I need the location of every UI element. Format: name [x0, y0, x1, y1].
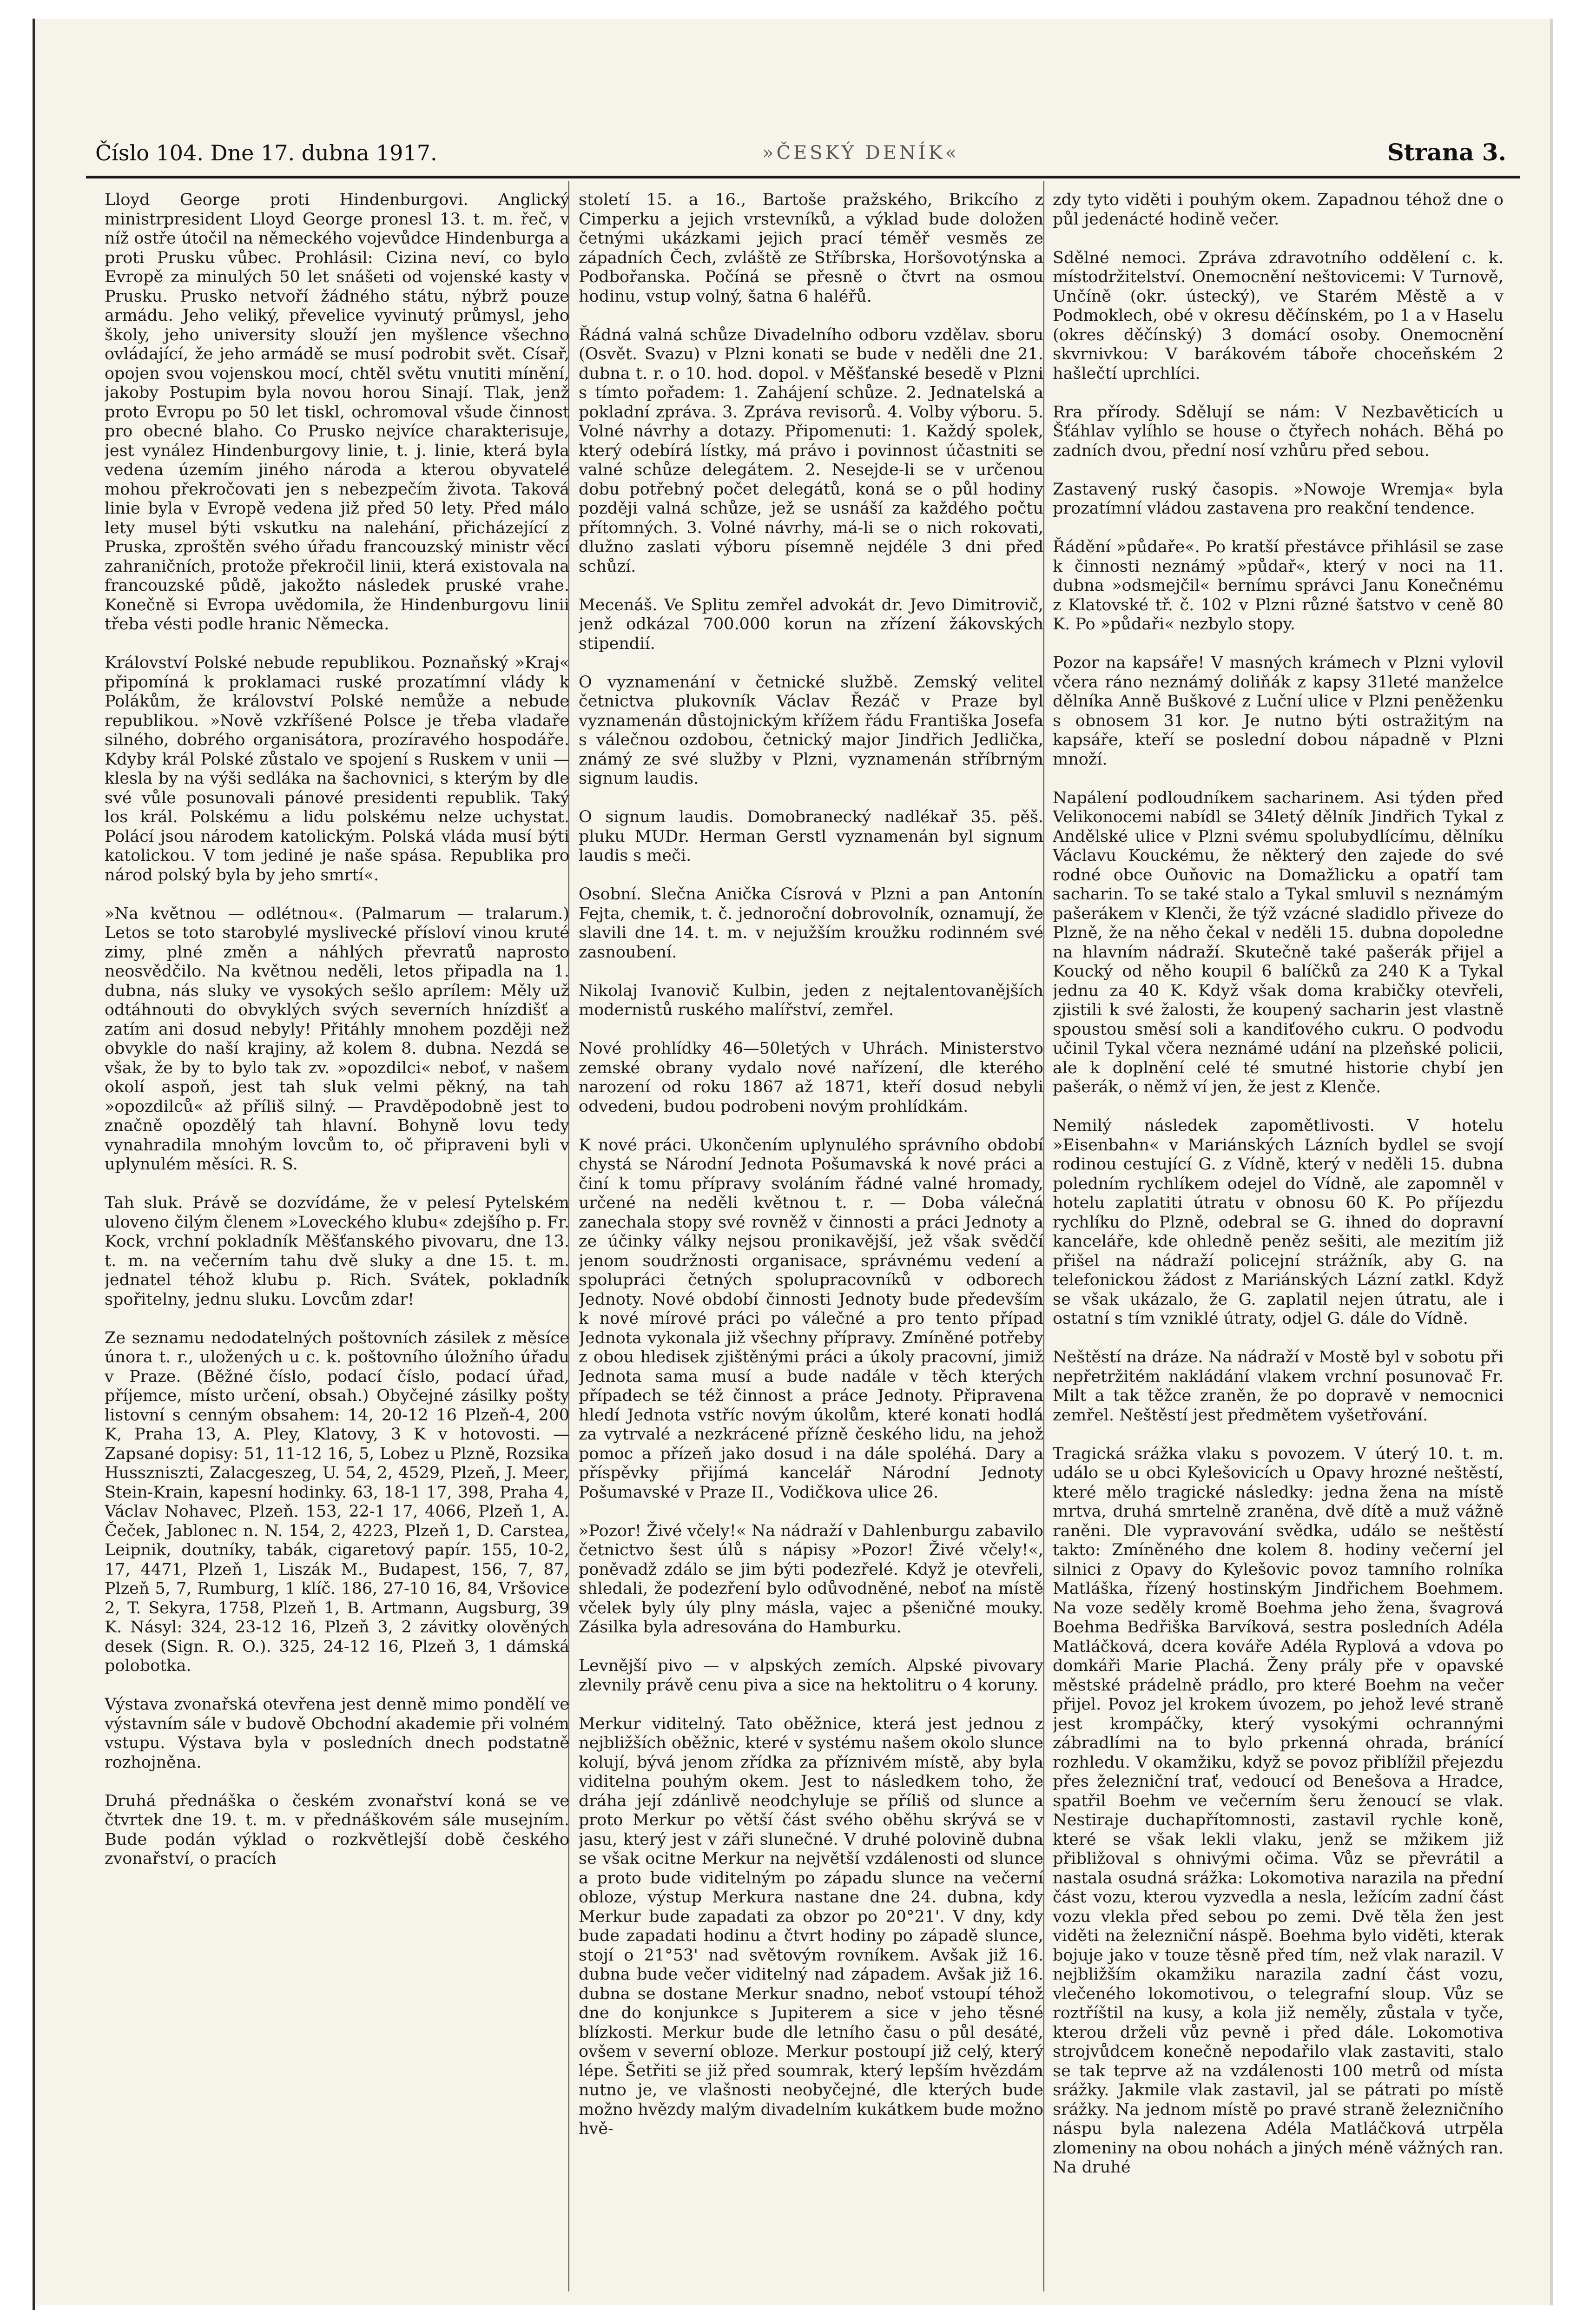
- page-edge-shadow: [1550, 19, 1553, 2310]
- header-rule: [86, 176, 1520, 178]
- page-header: [95, 135, 1525, 171]
- page-number: Strana 3.: [1387, 139, 1506, 166]
- column-2-text: století 15. a 16., Bartoše pražského, Brikcího z Cimperku a jejich vrstevníků, a výklad bude doložen četnými ukázkami jejich prací téměř vesměs ze západních Čech, zvláště ze Stříbrska, Horšovotýnska a Podbořanska. Počíná se přesně o čtvrt na osmou hodinu, vstup volný, šatna 6 haléřů. Řádná valná schůze Divadelního odboru vzdělav. sboru (Osvět. Svazu) v Plzni konati se bude v neděli dne 21. dubna t. r. o 10. hod. dopol. v Měšťanské besedě v Plzni s tímto pořadem: 1. Zahájení schůze. 2. Jednatelská a pokladní zpráva. 3. Zpráva revisorů. 4. Volby výboru. 5. Volné návrhy a dotazy. Připomenuti: 1. Každý spolek, který odebírá lístky, má právo i povinnost účastniti se valné schůze delegátem. 2. Nesejde-li se v určenou dobu potřebný počet delegátů, koná se o půl hodiny později valná schůze, jež se usnáší za každého počtu přítomných. 3. Volné návrhy, má-li se o nich rokovati, dlužno zaslati výboru písemně nejdéle 3 dni před schůzí. Mecenáš. Ve Splitu zemřel advokát dr. Jevo Dimitrovič, jenž odkázal 700.000 korun na zřízení žákovských stipendií. O vyznamenání v četnické službě. Zemský velitel četnictva plukovník Václav Řezáč v Praze byl vyznamenán důstojnickým křížem řádu Františka Josefa s válečnou ozdobou, četnický major Jindřich Jedlička, známý ze své služby v Plzni, vyznamenán stříbrným signum laudis. O signum laudis. Domobranecký nadlékař 35. pěš. pluku MUDr. Herman Gerstl vyznamenán byl signum laudis s meči. Osobní. Slečna Anička Císrová v Plzni a pan Antonín Fejta, chemik, t. č. jednoroční dobrovolník, oznamují, že slavili dne 14. t. m. v nejužším kroužku rodinném své zasnoubení. Nikolaj Ivanovič Kulbin, jeden z nejtalentovanějších modernistů ruského malířství, zemřel. Nové prohlídky 46—50letých v Uhrách. Ministerstvo zemské obrany vydalo nové nařízení, dle kterého narození od roku 1867 až 1871, kteří dosud nebyli odvedeni, budou podrobeni novým prohlídkám. K nové práci. Ukončením uplynulého správního období chystá se Národní Jednota Pošumavská k nové práci a činí k tomu přípravy svoláním řádné valné hromady, určené na neděli květnou t. r. — Doba válečná zanechala stopy své rovněž v činnosti a práci Jednoty a ze účinky války nejsou pronikavější, jež však svědčí jenom soudržnosti organisace, správnému vedení a spolupráci četných spolupracovníků v odborech Jednoty. Nové období činnosti Jednoty bude především k nové mírové práci po válečné a pro tento případ Jednota vykonala již všechny přípravy. Zmíněné potřeby z obou hledisek zjištěnými práci a úkoly pracovní, jimiž Jednota sama musí a bude nadále v těch kterých případech se též činnost a práce Jednoty. Připravena hledí Jednota vstříc novým úkolům, které konati hodlá za vytrvalé a nezkrácené přízně českého lidu, na jehož pomoc a přízeň jako dosud i na dále spoléhá. Dary a příspěvky přijímá kancelář Národní Jednoty Pošumavské v Praze II., Vodičkova ulice 26. »Pozor! Živé včely!« Na nádraží v Dahlenburgu zabavilo četnictvo šest úlů s nápisy »Pozor! Živé včely!«, poněvadž zdálo se jim býti podezřelé. Když je otevřeli, shledali, že podezření bylo odůvodněné, neboť na místě včelek byly úly plny másla, vajec a pšeničné mouky. Zásilka byla adresována do Hamburku. Levnější pivo — v alpských zemích. Alpské pivovary zlevnily právě cenu piva a sice na hektolitru o 4 koruny. Merkur viditelný. Tato oběžnice, která jest jednou z nejbližších oběžnic, které v systému našem okolo slunce kolují, bývá jenom zřídka za příznivém místě, aby byla viditelna pouhým okem. Jest to následkem toho, že dráha její zdánlivě neodchyluje se příliš od slunce a proto Merkur po větší část svého oběhu skrývá se v jasu, který jest v záři slunečné. V druhé polovině dubna se však ocitne Merkur na největší vzdálenosti od slunce a proto bude viditelným po západu slunce na večerní obloze, výstup Merkura nastane dne 24. dubna, kdy Merkur bude zapadati za obzor po 20°21'. V dny, kdy bude zapadati hodinu a čtvrt hodiny po západě slunce, stojí o 21°53' nad světovým rovníkem. Avšak již 16. dubna bude večer viditelný nad západem. Avšak již 16. dubna se dostane Merkur snadno, neboť vstoupí téhož dne do konjunkce s Jupiterem a sice v jeho těsné blízkosti. Merkur bude dle letního času o půl desáté, ovšem v severní obloze. Merkur postoupí již celý, který lépe. Šetřiti se již před soumrak, který lepším hvězdám nutno je, ve vlašnosti neobyčejné, dle kterých bude možno hvězdy malým divadelním kukátkem bude možno hvě-: [579, 191, 1043, 2138]
- newspaper-page: [33, 19, 1553, 2310]
- newspaper-title: »ČESKÝ DENÍK«: [762, 142, 960, 164]
- column-3: [1053, 191, 1504, 2291]
- column-1-text: Lloyd George proti Hindenburgovi. Anglický ministrpresident Lloyd George pronesl 13. t. m. řeč, v níž ostře útočil na německého vojevůdce Hindenburga a proti Prusku vůbec. Prohlásil: Cizina neví, co bylo Evropě za minulých 50 let snášeti od vojenské kasty v Prusku. Prusko netvoří žádného státu, nýbrž pouze armádu. Jeho veliký, převelice vyvinutý průmysl, jeho školy, jeho university slouží jen myšlence všechno ovládající, že jeho armádě se musí podrobit svět. Císař, opojen svou vojenskou mocí, chtěl světu vnutiti mínění, jakoby Postupim byla novou horou Sinají. Tlak, jenž proto Evropu po 50 let tiskl, ochromoval všude činnost pro obecné blaho. Co Prusko nejvíce charakterisuje, jest vynález Hindenburgovy linie, t. j. linie, která byla vedena územím jiného národa a kterou obyvatelé mohou překročovati jen s nebezpečím života. Taková linie byla v Evropě vedena již před 50 lety. Před málo lety musel býti vskutku na nalehání, přicházející z Pruska, zproštěn svého úřadu francouzský ministr věcí zahraničních, protože překročil linii, která existovala na francouzské půdě, jakožto následek pruské vrahe. Konečně si Evropa uvědomila, že Hindenburgovu linii třeba vésti podle hranic Německa. Království Polské nebude republikou. Poznaňský »Kraj« připomíná k proklamaci ruské prozatímní vlády k Polákům, že království Polské nemůže a nebude republikou. »Nově vzkříšené Polsce je třeba vladaře silného, dobrého organisátora, prozíravého hospodáře. Kdyby král Polské zůstalo ve spojení s Ruskem v unii — klesla by na výši sedláka na šachovnici, s kterým by dle své vůle posunovali pánové presidenti republik. Taký los král. Polskému a lidu polskému nelze uchystat. Polácí jsou národem katolickým. Polská vláda musí býti katolickou. V tom jediné je naše spása. Republika pro národ polský byla by jeho smrtí«. »Na květnou — odlétnou«. (Palmarum — tralarum.) Letos se toto starobylé myslivecké přísloví vinou kruté zimy, plné změn a náhlých převratů naprosto neosvědčilo. Na květnou neděli, letos připadla na 1. dubna, nás sluky ve vysokých sešlo aprílem: Měly už odtáhnouti do obvyklých svých severních hnízdišť a zatím ani dosud nebyly! Přitáhly mnohem později než obvykle do naší krajiny, až kolem 8. dubna. Nezdá se však, že by to bylo tak zv. »opozdilci« neboť, v našem okolí aspoň, jest tah sluk velmi pěkný, na tah »opozdilců« až příliš silný. — Pravděpodobně jest to značně opozdělý tah hlavní. Bohyně lovu tedy vynahradila mnohým lovcům to, oč připraveni byli v uplynulém měsíci. R. S. Tah sluk. Právě se dozvídáme, že v pelesí Pytelském uloveno čilým členem »Loveckého klubu« zdejšího p. Fr. Kock, vrchní pokladník Měšťanského pivovaru, dne 13. t. m. na večerním tahu dvě sluky a dne 15. t. m. jednatel téhož klubu p. Rich. Svátek, pokladník spořitelny, jednu sluku. Lovcům zdar! Ze seznamu nedodatelných poštovních zásilek z měsíce února t. r., uložených u c. k. poštovního úložního úřadu v Praze. (Běžné číslo, podací číslo, podací úřad, příjemce, místo určení, obsah.) Obyčejné zásilky pošty listovní s cenným obsahem: 14, 20-12 16 Plzeň-4, 200 K, Praha 13, A. Pley, Klatovy, 3 K v hotovosti. — Zapsané dopisy: 51, 11-12 16, 5, Lobez u Plzně, Rozsika Husszniszti, Zalacgeszeg, U. 54, 2, 4529, Plzeň, J. Meer, Stein-Krain, kapesní hodinky. 63, 18-1 17, 398, Praha 4, Václav Nohavec, Plzeň. 153, 22-1 17, 4066, Plzeň 1, A. Čeček, Jablonec n. N. 154, 2, 4223, Plzeň 1, D. Carstea, Leipnik, doutníky, tabák, cigaretový papír. 155, 10-2, 17, 4471, Plzeň 1, Liszák M., Budapest, 156, 7, 87, Plzeň 5, 7, Rumburg, 1 klíč. 186, 27-10 16, 84, Vršovice 2, T. Sekyra, 1758, Plzeň 1, B. Artmann, Augsburg, 39 K. Násyl: 324, 23-12 16, Plzeň 3, 2 závitky olověných desek (Sign. R. O.). 325, 24-12 16, Plzeň 3, 1 dámská polobotka. Výstava zvonařská otevřena jest denně mimo pondělí ve výstavním sále v budově Obchodní akademie při volném vstupu. Výstava byla v posledních dnech podstatně rozhojněna. Druhá přednáška o českém zvonařství koná se ve čtvrtek dne 19. t. m. v přednáškovém sále musejním. Bude podán výklad o rozkvětlejší době českého zvonařství, o pracích: [105, 191, 569, 1868]
- column-1: [105, 191, 569, 2291]
- column-3-text: zdy tyto viděti i pouhým okem. Zapadnou téhož dne o půl jedenácté hodině večer. Sdělné nemoci. Zpráva zdravotního oddělení c. k. místodržitelství. Onemocnění neštovicemi: V Turnově, Unčíně (okr. ústecký), ve Starém Městě a v Podmoklech, obé v okresu děčínském, po 1 a v Haselu (okres děčínský) 3 domácí osoby. Onemocnění skvrnivkou: V barákovém táboře choceňském 2 hašlečtí uprchlíci. Rra přírody. Sdělují se nám: V Nezbavěticích u Šťáhlav vylíhlo se house o čtyřech nohách. Běhá po zadních dvou, přední nosí vzhůru před sebou. Zastavený ruský časopis. »Nowoje Wremja« byla prozatímní vládou zastavena pro reakční tendence. Řádění »půdaře«. Po kratší přestávce přihlásil se zase k činnosti neznámý »půdař«, který v noci na 11. dubna »odsmejčil« bernímu správci Janu Konečnému z Klatovské tř. č. 102 v Plzni různé šatstvo v ceně 80 K. Po »půdaři« nezbylo stopy. Pozor na kapsáře! V masných krámech v Plzni vylovil včera ráno neznámý doliňák z kapsy 31leté manželce dělníka Anně Buškové z Luční ulice v Plzni peněženku s obnosem 31 kor. Je nutno býti ostražitým na kapsáře, kteří se poslední dobou nápadně v Plzni množí. Napálení podloudníkem sacharinem. Asi týden před Velikonocemi nabídl se 34letý dělník Jindřich Tykal z Andělské ulice v Plzni svému spolubydlícímu, dělníku Václavu Kouckému, že některý den zajede do své rodné obce Ouňovic na Domažlicku a opatří tam sacharin. To se také stalo a Tykal smluvil s neznámým pašerákem v Klenči, že týž vzácné sladidlo přiveze do Plzně, že na něho čekal v neděli 15. dubna dopoledne na hlavním nádraží. Skutečně také pašerák přijel a Koucký od něho koupil 6 balíčků za 240 K a Tykal jednu za 40 K. Když však doma krabičky otevřeli, zjistili k své žalosti, že koupený sacharin jest vlastně spoustou směsí soli a kandiťového cukru. O podvodu učinil Tykal včera neznámé udání na plzeňské policii, ale k doplnění celé té smutné historie chybí jen pašerák, o němž ví jen, že jest z Klenče. Nemilý následek zapomětlivosti. V hotelu »Eisenbahn« v Mariánských Lázních bydlel se svojí rodinou cestující G. z Vídně, který v neděli 15. dubna poledním rychlíkem odejel do Vídně, ale zapomněl v hotelu zaplatiti útratu v obnosu 60 K. Po příjezdu rychlíku do Plzně, odebral se G. ihned do dopravní kanceláře, kde ohledně peněz sešiti, ale mezitím již přišel na nádraží policejní strážník, aby G. na telefonickou žádost z Mariánských Lázní zatkl. Když se však ukázalo, že G. zaplatil nejen útratu, ale i ostatní s tím vzniklé útraty, odjel G. dále do Vídně. Neštěstí na dráze. Na nádraží v Mostě byl v sobotu při nepřetržitém nakládání vlakem vrchní posunovač Fr. Milt a tak těžce zraněn, že po dopravě v nemocnici zemřel. Neštěstí jest předmětem vyšetřování. Tragická srážka vlaku s povozem. V úterý 10. t. m. událo se u obci Kylešovicích u Opavy hrozné neštěstí, které mělo tragické následky: jedna žena na místě mrtva, druhá smrtelně zraněna, dvě dítě a muž vážně raněni. Dle vypravování svědka, událo se neštěstí takto: Zmíněného dne kolem 8. hodiny večerní jel silnici z Opavy do Kylešovic povoz tamního rolníka Matláška, řízený hostinským Jindřichem Boehmem. Na voze seděly kromě Boehma jeho žena, švagrová Boehma Bedřiška Barvíková, sestra posledních Adéla Matláčková, dcera kováře Adéla Ryplová a vdova po domkáři Marie Plachá. Ženy prály pře v opavské městské prádelně prádlo, pro které Boehm na večer přijel. Povoz jel krokem úvozem, po jehož levé straně jest krompáčky, který vysokými ochrannými zábradlími na to bylo prkenná ohrada, bránící rozhledu. V okamžiku, když se povoz přiblížil přejezdu přes železniční trať, vedoucí od Benešova a Hradce, spatřil Boehm ve večerním šeru ženoucí se vlak. Nestiraje duchapřítomnosti, zastavil rychle koně, které se však lekli vlaku, jenž se mžikem již přibližoval s ohnivými očima. Vůz se převrátil a nastala osudná srážka: Lokomotiva narazila na přední část vozu, kterou vyzvedla a nesla, ležícím zadní část vozu vlekla před sebou po zemi. Dvě těla žen jest viděti na železniční náspě. Boehma bylo viděti, kterak bojuje jako v touze těsně před tím, než vlak narazil. V nejbližším okamžiku narazila zadní část vozu, vlečeného lokomotivou, o telegrafní sloup. Vůz se roztříštil na kusy, a kola již neměly, zůstala v tyče, kterou drželi vůz pevně i před dále. Lokomotiva strojvůdcem konečně nepodařilo vlak zastaviti, stalo se tak teprve až na vzdálenosti 100 metrů od místa srážky. Jakmile vlak zastavil, jal se pátrati po místě srážky. Na jednom místě po pravé straně železničního náspu byla nalezena Adéla Matláčková utrpěla zlomeniny na obou nohách a jiných méně vážných ran. Na druhé: [1053, 191, 1504, 2177]
- column-divider-2: [1043, 181, 1044, 2291]
- column-2: [579, 191, 1043, 2291]
- issue-date: Číslo 104. Dne 17. dubna 1917.: [95, 140, 437, 165]
